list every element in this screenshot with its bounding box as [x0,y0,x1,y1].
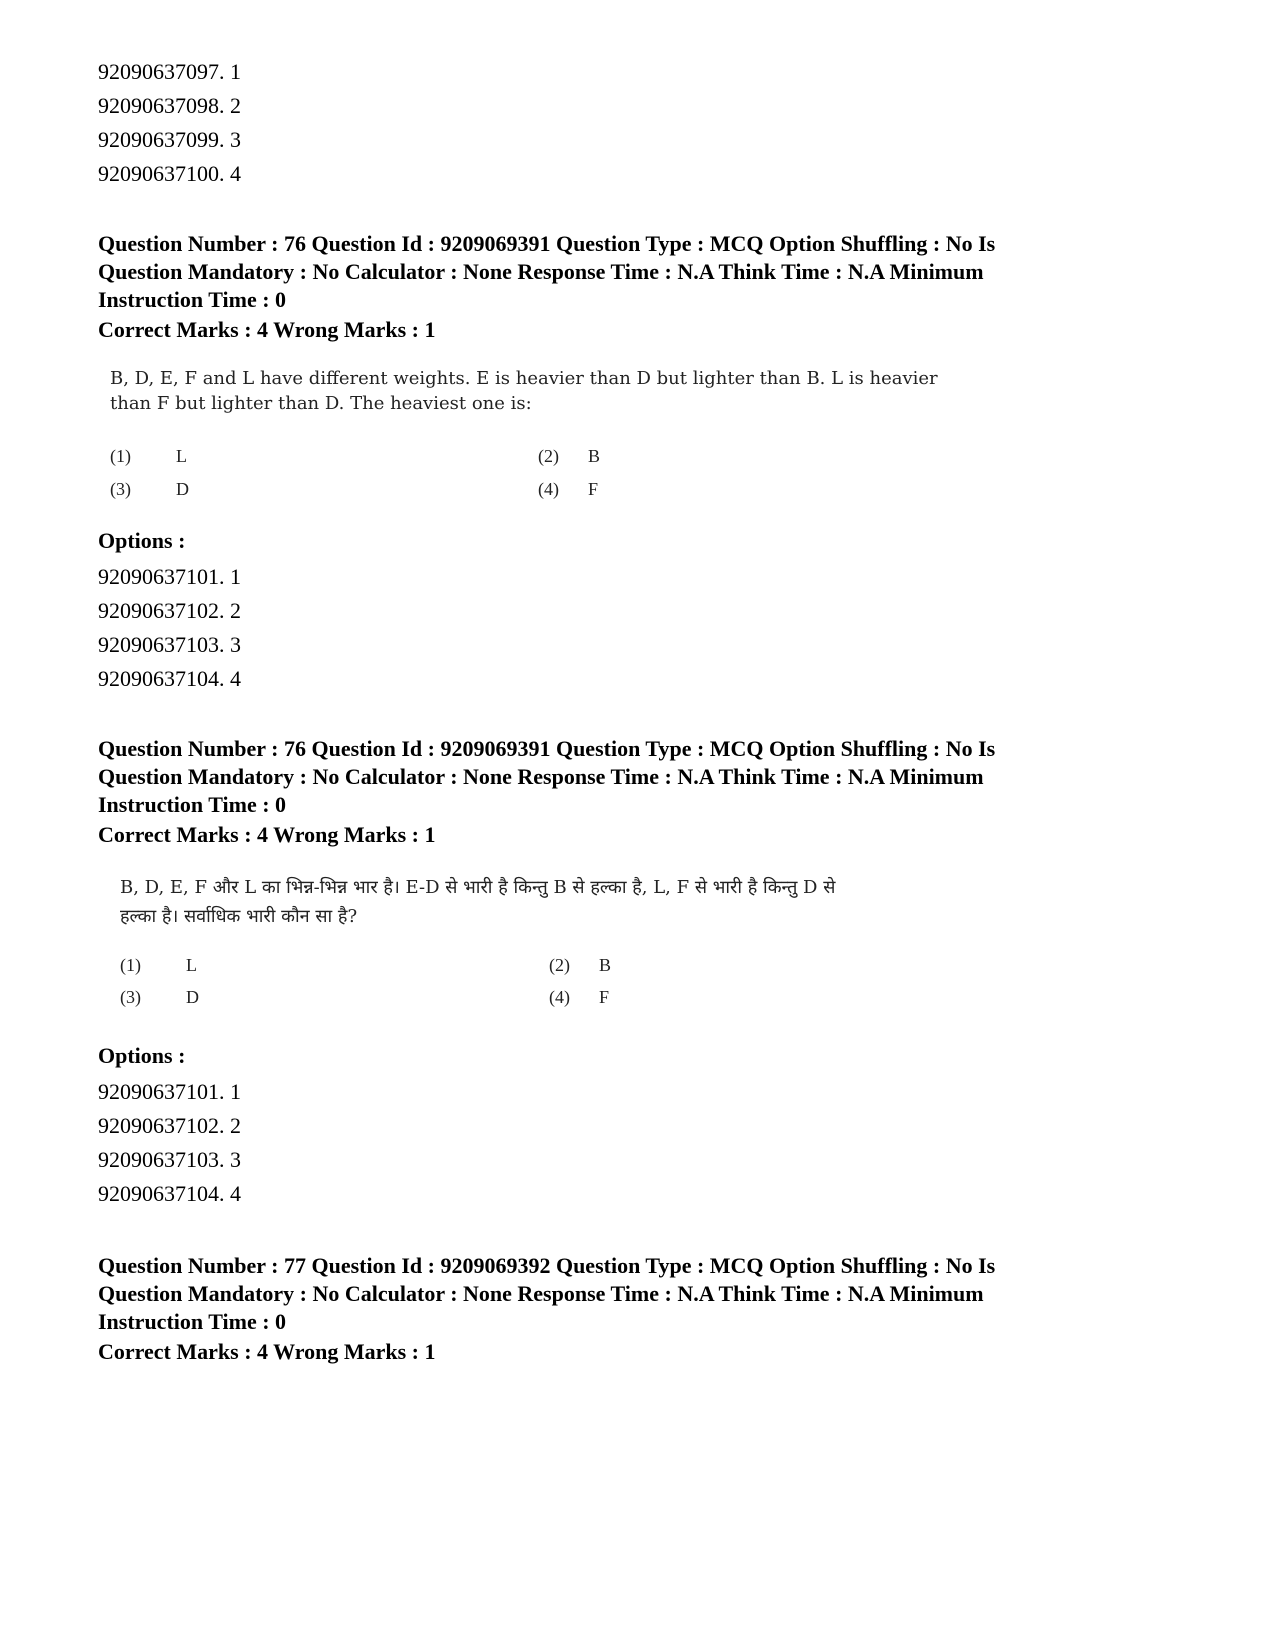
choice-text: F [588,479,599,499]
question-marks: Correct Marks : 4 Wrong Marks : 1 [98,1339,436,1364]
question-header-line: Question Number : 77 Question Id : 9209069392 Question Type : MCQ Option Shuffling : No Is [98,1253,996,1278]
choice-text: D [186,987,199,1007]
option-item: 92090637100. 4 [98,161,241,186]
question-choice [110,446,187,467]
question-stem-line: than F but lighter than D. The heaviest one is: [110,393,532,414]
question-choice [538,479,598,500]
options-list [98,1075,241,1211]
choice-number: (1) [120,955,141,975]
choice-number: (1) [110,446,131,466]
question-stem [120,873,835,931]
question-header [98,735,1188,819]
option-item: 92090637102. 2 [98,598,241,623]
option-item: 92090637104. 4 [98,1181,241,1206]
options-title: Options : [98,1043,186,1068]
option-item: 92090637103. 3 [98,632,241,657]
question-stem-line: B, D, E, F और L का भिन्न-भिन्न भार है। E-D से भारी है किन्तु B से हल्का है, L, F से भारी है किन्तु D से [120,877,836,898]
choice-text: L [176,446,187,466]
question-header-line: Question Number : 76 Question Id : 9209069391 Question Type : MCQ Option Shuffling : No Is [98,736,996,761]
question-header-line: Question Mandatory : No Calculator : None Response Time : N.A Think Time : N.A Minimum [98,1281,984,1306]
question-stem [110,366,938,416]
option-item: 92090637099. 3 [98,127,241,152]
choice-text: B [588,446,601,466]
question-choice [120,955,197,976]
choice-number: (3) [110,479,131,499]
question-choice [120,987,199,1008]
choice-text: D [176,479,189,499]
question-marks: Correct Marks : 4 Wrong Marks : 1 [98,822,436,847]
question-header [98,1252,1188,1336]
choice-text: F [599,987,610,1007]
options-list [98,560,241,696]
question-stem-line: B, D, E, F and L have different weights. E is heavier than D but lighter than B. L is heavier [110,368,938,389]
choice-number: (4) [538,479,559,499]
question-choice [549,955,611,976]
question-header-line: Instruction Time : 0 [98,1309,287,1334]
option-item: 92090637104. 4 [98,666,241,691]
option-item: 92090637098. 2 [98,93,241,118]
question-header-line: Question Number : 76 Question Id : 9209069391 Question Type : MCQ Option Shuffling : No Is [98,231,996,256]
question-header-line: Instruction Time : 0 [98,287,287,312]
option-item: 92090637101. 1 [98,1079,241,1104]
question-choice [538,446,600,467]
option-item: 92090637101. 1 [98,564,241,589]
question-header-line: Question Mandatory : No Calculator : None Response Time : N.A Think Time : N.A Minimum [98,259,984,284]
option-item: 92090637103. 3 [98,1147,241,1172]
question-choice [549,987,609,1008]
options-title: Options : [98,528,186,553]
option-item: 92090637097. 1 [98,59,241,84]
question-header-line: Question Mandatory : No Calculator : None Response Time : N.A Think Time : N.A Minimum [98,764,984,789]
previous-options-list [98,55,241,191]
choice-number: (2) [549,955,570,975]
question-header-line: Instruction Time : 0 [98,792,287,817]
option-item: 92090637102. 2 [98,1113,241,1138]
choice-text: L [186,955,197,975]
question-stem-line: हल्का है। सर्वाधिक भारी कौन सा है? [120,906,358,927]
choice-number: (2) [538,446,559,466]
choice-number: (4) [549,987,570,1007]
question-marks: Correct Marks : 4 Wrong Marks : 1 [98,317,436,342]
choice-number: (3) [120,987,141,1007]
choice-text: B [599,955,612,975]
question-header [98,230,1188,314]
question-choice [110,479,189,500]
